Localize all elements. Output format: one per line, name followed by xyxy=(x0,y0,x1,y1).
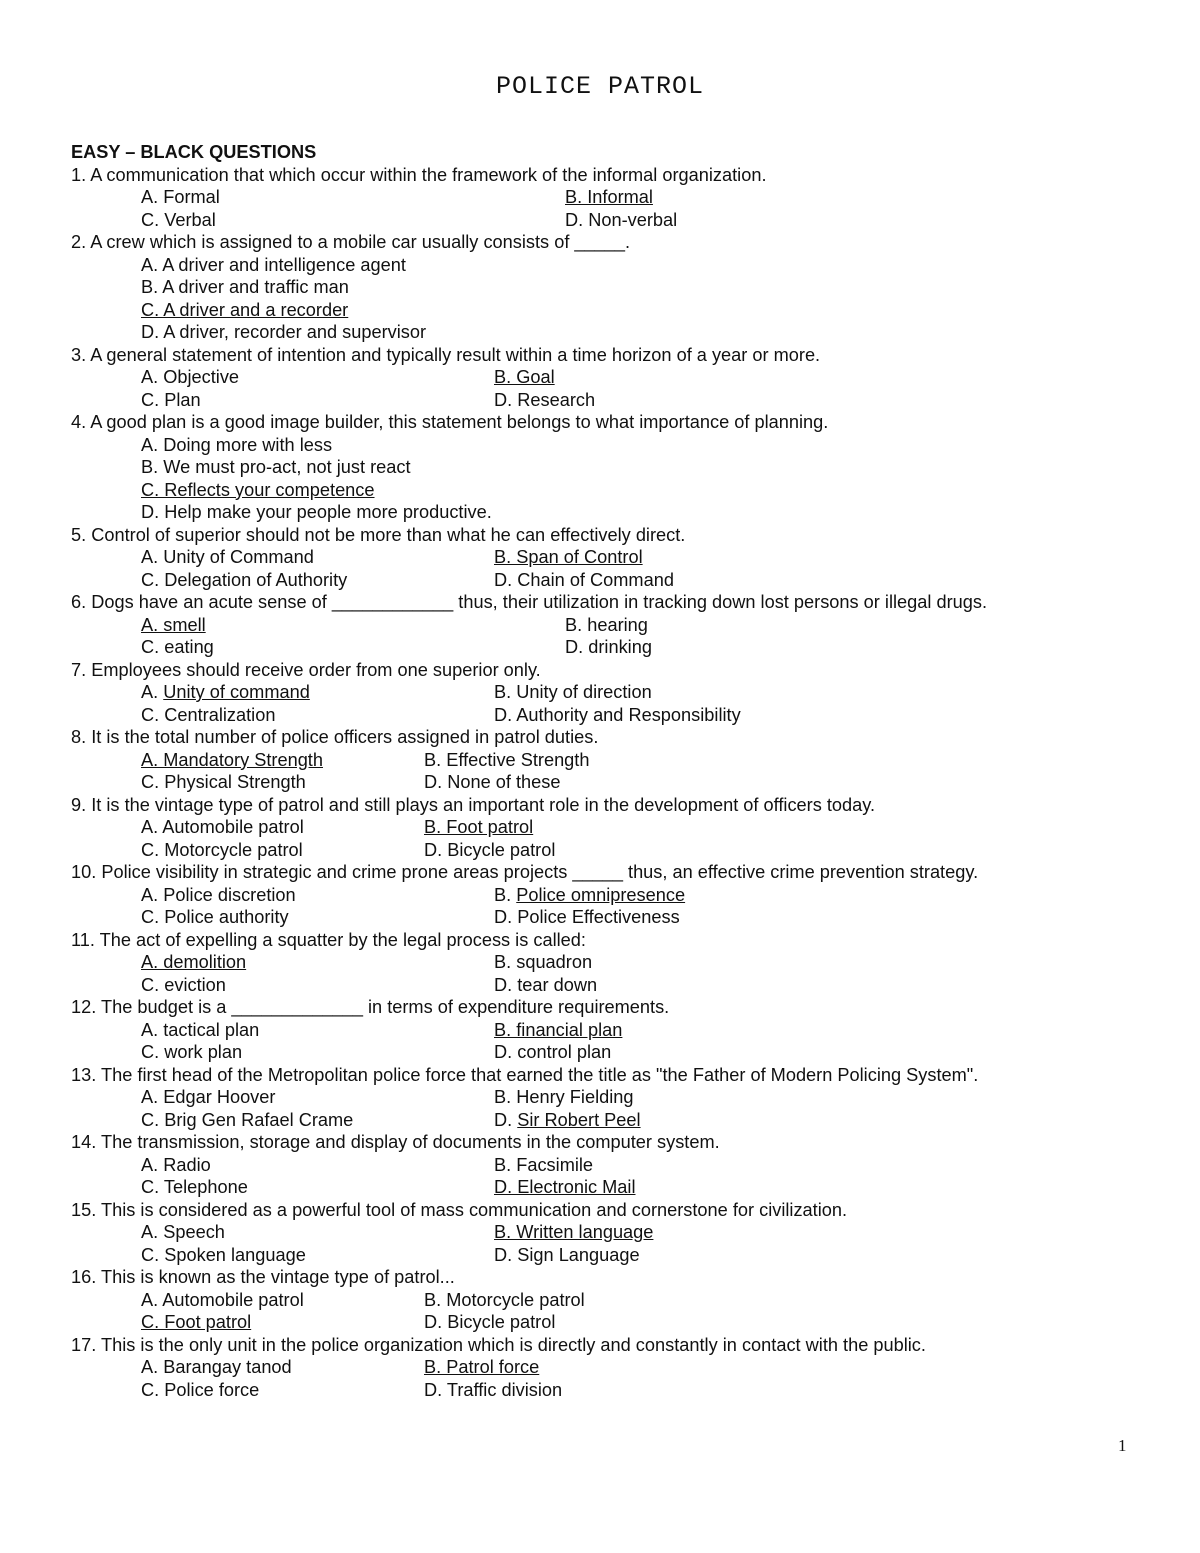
option-a: A. A driver and intelligence agent xyxy=(141,254,406,275)
option-a: A. Unity of Command xyxy=(141,547,314,567)
option-row xyxy=(71,569,1151,592)
option-row xyxy=(71,1086,1151,1109)
question-2: 2. A crew which is assigned to a mobile car usually consists of _____. xyxy=(71,232,631,252)
option-a: A. Police discretion xyxy=(141,884,296,905)
option-d: D. Non-verbal xyxy=(565,209,678,230)
question-3: 3. A general statement of intention and typically result within a time horizon of a year or more. xyxy=(71,344,821,365)
option-d: D. A driver, recorder and supervisor xyxy=(141,322,427,342)
option-d: D. None of these xyxy=(424,772,561,792)
option-c: C. work plan xyxy=(141,1042,243,1062)
option-d: D. Traffic division xyxy=(424,1379,563,1400)
question-12: 12. The budget is a _____________ in terms of expenditure requirements. xyxy=(71,997,670,1017)
option-c: C. Physical Strength xyxy=(141,772,306,792)
question-16: 16. This is known as the vintage type of patrol... xyxy=(71,1267,455,1287)
option-d: D. Authority and Responsibility xyxy=(494,704,741,725)
option-row xyxy=(71,1041,1151,1064)
option-row xyxy=(71,1109,1151,1132)
option-row xyxy=(71,389,1151,412)
option-d: D. drinking xyxy=(565,637,652,657)
option-a: A. Barangay tanod xyxy=(141,1357,292,1377)
option-row xyxy=(71,479,1151,502)
question-15: 15. This is considered as a powerful tool of mass communication and cornerstone for civilization. xyxy=(71,1199,848,1220)
option-row xyxy=(71,1176,1151,1199)
option-c: C. Police authority xyxy=(141,907,289,927)
option-a: A. Edgar Hoover xyxy=(141,1087,276,1107)
option-b: B. Effective Strength xyxy=(424,749,590,770)
question-8: 8. It is the total number of police officers assigned in patrol duties. xyxy=(71,727,599,747)
option-c: C. Spoken language xyxy=(141,1244,306,1265)
option-d: D. Sir Robert Peel xyxy=(494,1109,641,1130)
option-b: B. We must pro-act, not just react xyxy=(141,457,411,477)
option-a: A. Automobile patrol xyxy=(141,1289,304,1310)
question-6: 6. Dogs have an acute sense of ____________ thus, their utilization in tracking down lost persons or illegal drugs. xyxy=(71,592,988,612)
option-c: C. Motorcycle patrol xyxy=(141,839,303,860)
option-row xyxy=(71,614,1151,637)
option-row xyxy=(71,276,1151,299)
option-c: C. Delegation of Authority xyxy=(141,569,348,590)
option-b: B. financial plan xyxy=(494,1019,623,1040)
option-row xyxy=(71,209,1151,232)
option-row xyxy=(71,951,1151,974)
option-b: B. hearing xyxy=(565,614,648,635)
option-c: C. Foot patrol xyxy=(141,1312,252,1332)
option-a: A. Formal xyxy=(141,187,220,207)
question-13: 13. The first head of the Metropolitan police force that earned the title as "the Father of Modern Policing System". xyxy=(71,1064,979,1085)
option-b: B. Goal xyxy=(494,367,555,387)
option-a: A. smell xyxy=(141,614,206,635)
option-row xyxy=(71,974,1151,997)
option-d: D. Bicycle patrol xyxy=(424,1312,556,1332)
question-11: 11. The act of expelling a squatter by the legal process is called: xyxy=(71,929,586,950)
option-row xyxy=(71,186,1151,209)
option-a: A. Objective xyxy=(141,367,240,387)
option-a: A. Mandatory Strength xyxy=(141,749,323,770)
option-a: A. tactical plan xyxy=(141,1019,260,1040)
option-row xyxy=(71,1311,1151,1334)
option-d: D. control plan xyxy=(494,1042,612,1062)
option-row xyxy=(71,704,1151,727)
option-row xyxy=(71,456,1151,479)
option-b: B. Foot patrol xyxy=(424,817,534,837)
option-row xyxy=(71,1379,1151,1402)
option-row xyxy=(71,366,1151,389)
option-row xyxy=(71,681,1151,704)
question-1: 1. A communication that which occur within the framework of the informal organization. xyxy=(71,164,767,185)
option-b: B. Police omnipresence xyxy=(494,884,686,905)
question-list xyxy=(71,141,1151,1401)
page-number: 1 xyxy=(1118,1436,1127,1455)
question-10: 10. Police visibility in strategic and crime prone areas projects _____ thus, an effective crime prevention strategy. xyxy=(71,862,979,882)
question-17: 17. This is the only unit in the police organization which is directly and constantly in contact with the public. xyxy=(71,1334,926,1355)
question-14: 14. The transmission, storage and display of documents in the computer system. xyxy=(71,1132,720,1152)
option-b: B. Motorcycle patrol xyxy=(424,1289,585,1310)
question-4: 4. A good plan is a good image builder, this statement belongs to what importance of planning. xyxy=(71,412,829,432)
option-row xyxy=(71,1019,1151,1042)
option-b: B. Henry Fielding xyxy=(494,1087,634,1107)
option-row xyxy=(71,1356,1151,1379)
option-c: C. Plan xyxy=(141,389,201,410)
option-b: B. squadron xyxy=(494,952,593,972)
option-a: A. Unity of command xyxy=(141,682,310,702)
option-b: B. Facsimile xyxy=(494,1154,594,1175)
option-d: D. Electronic Mail xyxy=(494,1177,636,1197)
option-c: C. Brig Gen Rafael Crame xyxy=(141,1109,354,1130)
option-row xyxy=(71,906,1151,929)
option-c: C. Centralization xyxy=(141,704,276,725)
option-b: B. Patrol force xyxy=(424,1357,540,1377)
option-d: D. Chain of Command xyxy=(494,569,674,590)
option-a: A. Speech xyxy=(141,1222,225,1242)
option-c: C. Police force xyxy=(141,1379,260,1400)
option-c: C. Telephone xyxy=(141,1177,248,1197)
option-d: D. Sign Language xyxy=(494,1244,640,1265)
option-row xyxy=(71,501,1151,524)
option-row xyxy=(71,839,1151,862)
option-c: C. eviction xyxy=(141,974,226,995)
option-row xyxy=(71,884,1151,907)
option-b: B. Written language xyxy=(494,1222,654,1242)
option-row xyxy=(71,1289,1151,1312)
option-row xyxy=(71,254,1151,277)
option-row xyxy=(71,771,1151,794)
question-7: 7. Employees should receive order from one superior only. xyxy=(71,659,541,680)
option-b: B. A driver and traffic man xyxy=(141,277,349,297)
option-row xyxy=(71,1244,1151,1267)
option-d: D. Research xyxy=(494,389,596,410)
option-row xyxy=(71,546,1151,569)
option-c: C. Verbal xyxy=(141,209,216,230)
page-title: POLICE PATROL xyxy=(495,72,705,101)
option-a: A. Radio xyxy=(141,1154,211,1175)
option-a: A. Automobile patrol xyxy=(141,817,304,837)
option-row xyxy=(71,299,1151,322)
option-d: D. Police Effectiveness xyxy=(494,907,680,927)
option-c: C. eating xyxy=(141,637,214,657)
option-row xyxy=(71,816,1151,839)
option-row xyxy=(71,1154,1151,1177)
option-row xyxy=(71,1221,1151,1244)
option-row xyxy=(71,321,1151,344)
option-d: D. Bicycle patrol xyxy=(424,839,556,860)
option-d: D. tear down xyxy=(494,974,598,995)
option-row xyxy=(71,434,1151,457)
question-5: 5. Control of superior should not be more than what he can effectively direct. xyxy=(71,524,686,545)
option-c: C. A driver and a recorder xyxy=(141,299,349,320)
option-b: B. Informal xyxy=(565,187,653,207)
option-b: B. Span of Control xyxy=(494,547,643,567)
option-c: C. Reflects your competence xyxy=(141,479,375,500)
option-a: A. demolition xyxy=(141,952,247,972)
option-a: A. Doing more with less xyxy=(141,434,333,455)
option-d: D. Help make your people more productive. xyxy=(141,502,492,522)
option-row xyxy=(71,749,1151,772)
section-heading: EASY – BLACK QUESTIONS xyxy=(71,142,317,162)
option-b: B. Unity of direction xyxy=(494,682,652,702)
option-row xyxy=(71,636,1151,659)
question-9: 9. It is the vintage type of patrol and still plays an important role in the development of officers today. xyxy=(71,794,876,815)
